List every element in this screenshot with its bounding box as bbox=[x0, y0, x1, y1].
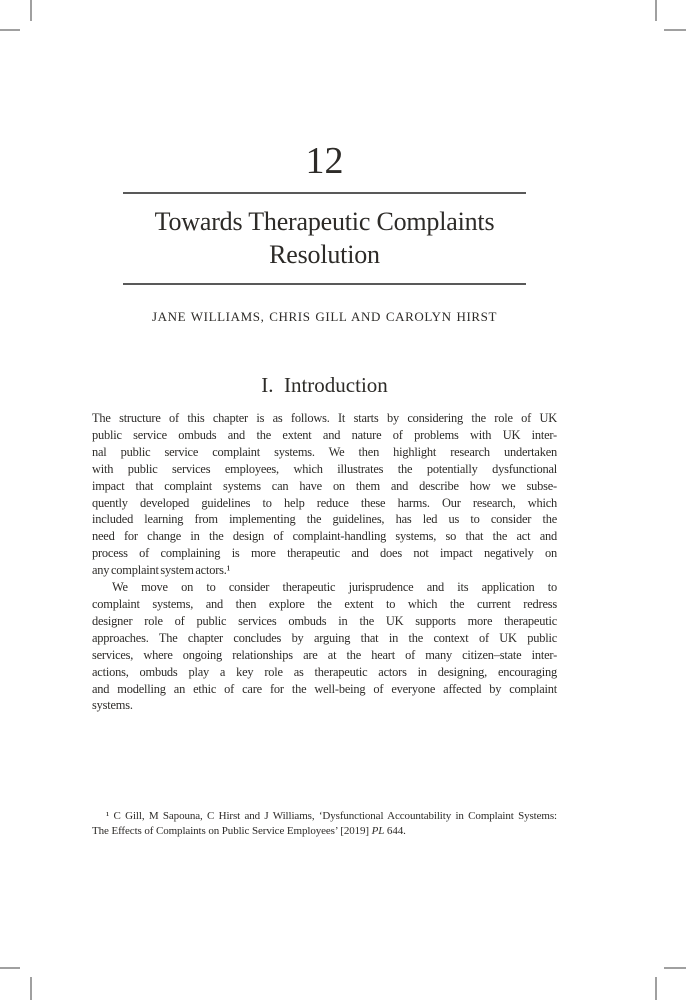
text-line: quently developed guidelines to help reduce these harms. Our research, which bbox=[92, 495, 557, 510]
page-content bbox=[92, 0, 557, 714]
text-line: included learning from implementing the guidelines, has led us to consider the bbox=[92, 512, 557, 527]
text-line: approaches. The chapter concludes by arguing that in the context of UK public bbox=[92, 630, 557, 645]
text-line: actions, ombuds play a key role as therapeutic actors in designing, encouraging bbox=[92, 664, 557, 679]
chapter-number: 12 bbox=[305, 140, 344, 182]
paragraph bbox=[92, 579, 557, 714]
text-line: designer role of public services ombuds in the UK supports more therapeutic bbox=[92, 613, 557, 628]
chapter-title bbox=[92, 205, 557, 271]
footnote-journal-abbreviation: PL bbox=[371, 825, 385, 837]
chapter-title-line-2: Resolution bbox=[269, 240, 380, 269]
crop-mark-bottom-right-horizontal bbox=[664, 967, 686, 969]
chapter-rule-bottom bbox=[123, 283, 526, 285]
text-line: public service ombuds and the extent and nature of problems with UK inter- bbox=[92, 427, 557, 442]
footnote bbox=[92, 809, 557, 839]
text-line: nal public service complaint systems. We then highlight research undertaken bbox=[92, 444, 557, 459]
footnote-text-after: 644. bbox=[384, 825, 406, 837]
text-line: We move on to consider therapeutic jurisprudence and its application to bbox=[112, 580, 557, 595]
crop-mark-top-left-vertical bbox=[30, 0, 32, 21]
chapter-rule-top bbox=[123, 192, 526, 194]
text-line: impact that complaint systems can have on them and describe how we subse- bbox=[92, 478, 557, 493]
body-text bbox=[92, 410, 557, 714]
authors-line: JANE WILLIAMS, CHRIS GILL AND CAROLYN HIRST bbox=[151, 309, 498, 324]
text-line: systems. bbox=[92, 698, 133, 713]
section-heading: I. Introduction bbox=[261, 373, 388, 397]
chapter-title-line-1: Towards Therapeutic Complaints bbox=[154, 207, 495, 236]
text-line: need for change in the design of complaint-handling systems, so that the act and bbox=[92, 529, 557, 544]
text-line: services, where ongoing relationships are at the heart of many citizen–state inter- bbox=[92, 647, 557, 662]
paragraph bbox=[92, 410, 557, 579]
text-line: with public services employees, which illustrates the potentially dysfunctional bbox=[92, 461, 557, 476]
text-line: and modelling an ethic of care for the well-being of everyone affected by complaint bbox=[92, 681, 557, 696]
text-line: complaint systems, and then explore the extent to which the current redress bbox=[92, 596, 557, 611]
text-line: any complaint system actors.¹ bbox=[92, 563, 231, 578]
crop-mark-top-right-vertical bbox=[655, 0, 657, 21]
footnote-line-2 bbox=[92, 824, 557, 839]
text-line: process of complaining is more therapeutic and does not impact negatively on bbox=[92, 546, 557, 561]
crop-mark-top-right-horizontal bbox=[664, 29, 686, 31]
crop-mark-bottom-right-vertical bbox=[655, 977, 657, 1000]
text-line: The structure of this chapter is as follows. It starts by considering the role of UK bbox=[92, 411, 557, 425]
crop-mark-top-left-horizontal bbox=[0, 29, 20, 31]
crop-mark-bottom-left-vertical bbox=[30, 977, 32, 1000]
footnote-text-before: The Effects of Complaints on Public Service Employees’ [2019] bbox=[92, 825, 372, 837]
footnote-line-1: ¹ C Gill, M Sapouna, C Hirst and J Williams, ‘Dysfunctional Accountability in Complaint Systems: bbox=[106, 810, 557, 822]
crop-mark-bottom-left-horizontal bbox=[0, 967, 20, 969]
